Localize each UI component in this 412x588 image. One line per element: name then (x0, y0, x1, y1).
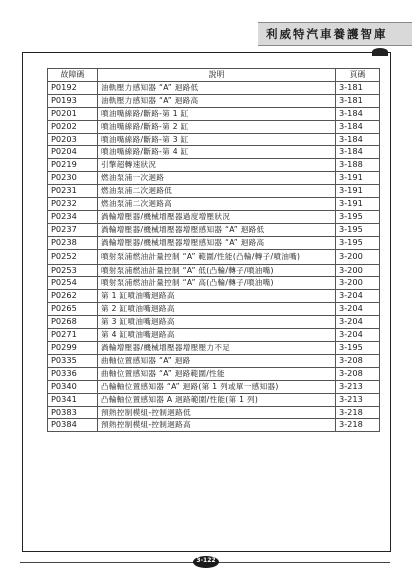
dtc-page: 3-191 (336, 172, 380, 185)
dtc-page: 3-181 (336, 81, 380, 94)
dtc-page: 3-184 (336, 107, 380, 120)
dtc-description: 噴油嘴線路/斷路-第 3 缸 (98, 133, 336, 146)
dtc-code: P0230 (48, 172, 98, 185)
dtc-code: P0202 (48, 120, 98, 133)
table-row (48, 249, 380, 264)
dtc-code: P0219 (48, 159, 98, 172)
dtc-description: 第 1 缸噴油嘴迴路高 (98, 290, 336, 303)
column-header-code: 故障碼 (48, 69, 98, 82)
page-number-badge (193, 556, 219, 568)
dtc-page: 3-208 (336, 354, 380, 367)
dtc-description: 引擎超轉速狀況 (98, 159, 336, 172)
table-row (48, 342, 380, 355)
dtc-page: 3-184 (336, 146, 380, 159)
table-row (48, 393, 380, 406)
dtc-code: P0192 (48, 81, 98, 94)
dtc-page: 3-195 (336, 236, 380, 249)
table-row (48, 380, 380, 393)
dtc-code: P0231 (48, 185, 98, 198)
table-row (48, 133, 380, 146)
table-row (48, 159, 380, 172)
table-row (48, 172, 380, 185)
dtc-description: 曲軸位置感知器 “A” 迴路 (98, 354, 336, 367)
table-row (48, 316, 380, 329)
dtc-code: P0265 (48, 303, 98, 316)
dtc-description: 渦輪增壓器/機械增壓器增壓感知器 “A” 迴路高 (98, 236, 336, 249)
dtc-page: 3-184 (336, 120, 380, 133)
table-row (48, 290, 380, 303)
dtc-code: P0252 (48, 249, 98, 264)
dtc-page: 3-218 (336, 406, 380, 419)
table-row (48, 223, 380, 236)
table-row (48, 329, 380, 342)
dtc-code: P0254 (48, 277, 98, 290)
dtc-table (47, 68, 380, 432)
dtc-page: 3-213 (336, 393, 380, 406)
dtc-description: 第 4 缸噴油嘴迴路高 (98, 329, 336, 342)
table-row (48, 81, 380, 94)
dtc-page: 3-213 (336, 380, 380, 393)
dtc-page: 3-204 (336, 290, 380, 303)
dtc-description: 渦輪增壓器/機械增壓器過度增壓狀況 (98, 210, 336, 223)
dtc-description: 噴射泵浦燃油計量控制 “A” 範圍/性能(凸輪/轉子/噴油嘴) (98, 249, 336, 264)
dtc-page: 3-181 (336, 94, 380, 107)
dtc-code: P0262 (48, 290, 98, 303)
dtc-code: P0336 (48, 367, 98, 380)
table-row (48, 210, 380, 223)
dtc-page: 3-195 (336, 210, 380, 223)
dtc-code: P0271 (48, 329, 98, 342)
table-header-row (48, 69, 380, 82)
dtc-code: P0384 (48, 419, 98, 432)
dtc-description: 噴射泵浦燃油計量控制 “A” 高(凸輪/轉子/噴油嘴) (98, 277, 336, 290)
dtc-description: 第 3 缸噴油嘴迴路高 (98, 316, 336, 329)
dtc-code: P0232 (48, 198, 98, 211)
dtc-code: P0203 (48, 133, 98, 146)
dtc-description: 燃油泵浦二次迴路低 (98, 185, 336, 198)
dtc-code: P0238 (48, 236, 98, 249)
dtc-page: 3-191 (336, 185, 380, 198)
table-row (48, 264, 380, 277)
table-row (48, 367, 380, 380)
dtc-description: 渦輪增壓器/機械增壓器增壓壓力不足 (98, 342, 336, 355)
dtc-description: 曲軸位置感知器 “A” 迴路範圍/性能 (98, 367, 336, 380)
dtc-code: P0201 (48, 107, 98, 120)
dtc-description: 油軌壓力感知器 “A” 迴路高 (98, 94, 336, 107)
dtc-description: 第 2 缸噴油嘴迴路高 (98, 303, 336, 316)
dtc-code: P0193 (48, 94, 98, 107)
dtc-description: 燃油泵浦二次迴路高 (98, 198, 336, 211)
dtc-page: 3-188 (336, 159, 380, 172)
dtc-code: P0383 (48, 406, 98, 419)
table-row (48, 303, 380, 316)
dtc-code: P0341 (48, 393, 98, 406)
table-row (48, 277, 380, 290)
dtc-code: P0268 (48, 316, 98, 329)
table-row (48, 185, 380, 198)
dtc-page: 3-218 (336, 419, 380, 432)
dtc-page: 3-191 (336, 198, 380, 211)
dtc-page: 3-200 (336, 264, 380, 277)
dtc-page: 3-204 (336, 329, 380, 342)
table-row (48, 236, 380, 249)
dtc-page: 3-200 (336, 277, 380, 290)
dtc-description: 噴油嘴線路/斷路-第 2 缸 (98, 120, 336, 133)
frame-tab-marker (372, 48, 388, 56)
dtc-description: 預熱控制模組-控制迴路低 (98, 406, 336, 419)
dtc-description: 燃油泵浦一次迴路 (98, 172, 336, 185)
dtc-description: 凸輪軸位置感知器 A 迴路範圍/性能(第 1 列) (98, 393, 336, 406)
dtc-page: 3-195 (336, 223, 380, 236)
dtc-code: P0253 (48, 264, 98, 277)
dtc-code: P0299 (48, 342, 98, 355)
dtc-code: P0234 (48, 210, 98, 223)
dtc-description: 噴油嘴線路/斷路-第 1 缸 (98, 107, 336, 120)
table-row (48, 198, 380, 211)
dtc-code: P0237 (48, 223, 98, 236)
dtc-description: 噴射泵浦燃油計量控制 “A” 低(凸輪/轉子/噴油嘴) (98, 264, 336, 277)
table-row (48, 419, 380, 432)
dtc-description: 渦輪增壓器/機械增壓器增壓感知器 “A” 迴路低 (98, 223, 336, 236)
header-title: 利威特汽車養護智庫 (266, 27, 388, 41)
dtc-code: P0340 (48, 380, 98, 393)
table-row (48, 354, 380, 367)
page-number: 3-122 (196, 557, 216, 564)
header-bar (258, 22, 412, 46)
table-row (48, 120, 380, 133)
dtc-description: 預熱控制模組-控制迴路高 (98, 419, 336, 432)
dtc-page: 3-204 (336, 303, 380, 316)
column-header-description: 說明 (98, 69, 336, 82)
dtc-page: 3-184 (336, 133, 380, 146)
table-row (48, 94, 380, 107)
dtc-page: 3-208 (336, 367, 380, 380)
table-row (48, 146, 380, 159)
dtc-page: 3-195 (336, 342, 380, 355)
dtc-code: P0204 (48, 146, 98, 159)
dtc-page: 3-204 (336, 316, 380, 329)
dtc-code: P0335 (48, 354, 98, 367)
dtc-description: 噴油嘴線路/斷路-第 4 缸 (98, 146, 336, 159)
column-header-page: 頁碼 (336, 69, 380, 82)
dtc-description: 凸輪軸位置感知器 “A” 迴路(第 1 列或單一感知器) (98, 380, 336, 393)
dtc-description: 油軌壓力感知器 “A” 迴路低 (98, 81, 336, 94)
table-row (48, 406, 380, 419)
dtc-page: 3-200 (336, 249, 380, 264)
table-row (48, 107, 380, 120)
